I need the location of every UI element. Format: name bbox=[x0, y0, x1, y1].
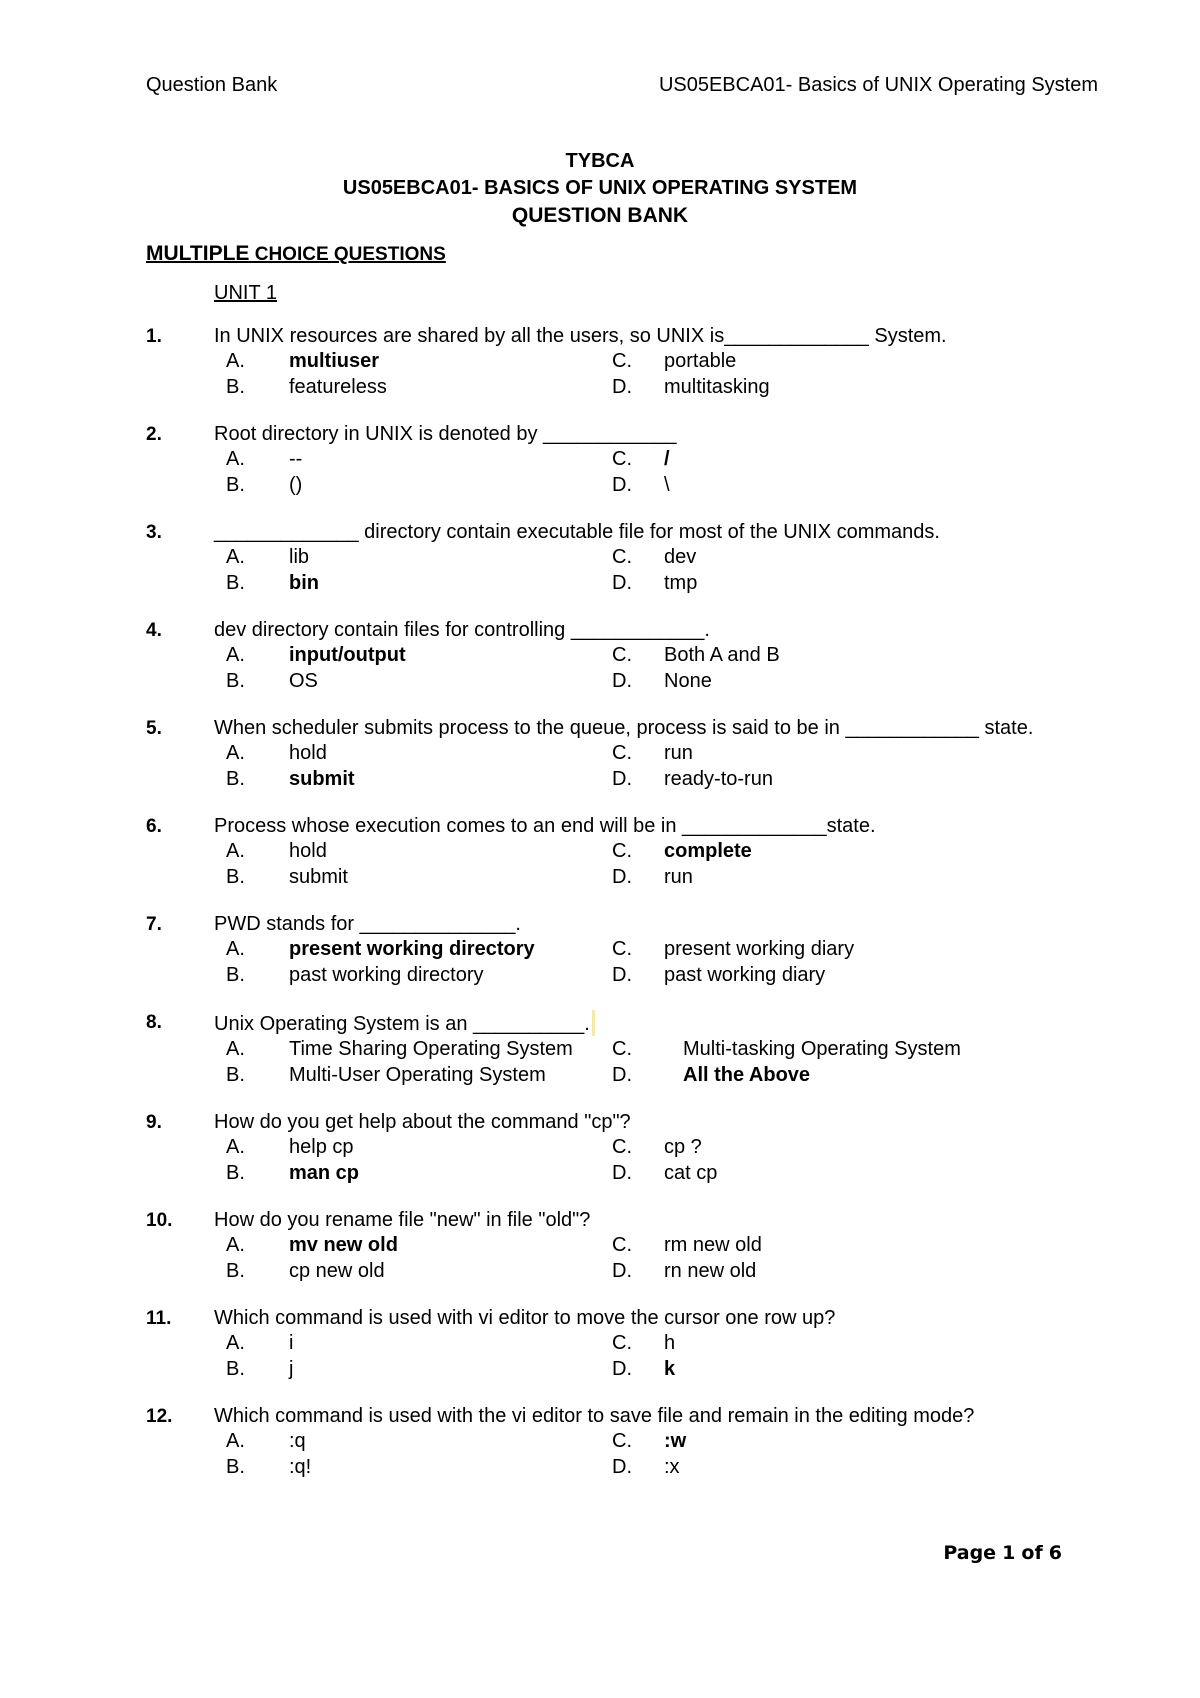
option-grid bbox=[226, 1233, 1062, 1284]
option-text: rm new old bbox=[664, 1234, 762, 1256]
option-letter: D. bbox=[612, 1063, 632, 1086]
unit-heading: UNIT 1 bbox=[214, 282, 277, 304]
option-text: :q! bbox=[289, 1455, 312, 1478]
question-text: When scheduler submits process to the queue, process is said to be in ____________ state. bbox=[214, 717, 1034, 739]
highlight-marker bbox=[592, 1010, 595, 1036]
option-letter: D. bbox=[612, 1455, 632, 1478]
option-text: h bbox=[664, 1332, 676, 1354]
option-letter: A. bbox=[226, 448, 245, 470]
option-letter: A. bbox=[226, 1430, 245, 1452]
option-letter: A. bbox=[226, 938, 245, 960]
option-text: multitasking bbox=[664, 375, 770, 398]
option-text-correct: :w bbox=[664, 1430, 687, 1452]
option-letter: A. bbox=[226, 350, 245, 372]
running-header-left: Question Bank bbox=[146, 74, 278, 96]
question-number: 11. bbox=[146, 1308, 172, 1329]
question-number: 6. bbox=[146, 816, 162, 837]
option-grid bbox=[226, 447, 1062, 498]
option-letter: A. bbox=[226, 1038, 245, 1060]
question-text: In UNIX resources are shared by all the users, so UNIX is_____________ System. bbox=[214, 325, 947, 347]
question-text: Which command is used with the vi editor to save file and remain in the editing mode? bbox=[214, 1405, 975, 1427]
option-letter: D. bbox=[612, 767, 632, 790]
question-number: 10. bbox=[146, 1210, 173, 1231]
question-item bbox=[146, 716, 1062, 792]
question-item bbox=[146, 520, 1062, 596]
option-text-correct: multiuser bbox=[289, 350, 380, 372]
option-letter: B. bbox=[226, 1455, 245, 1478]
footer-page-total: 6 bbox=[1048, 1542, 1062, 1564]
question-number: 3. bbox=[146, 522, 162, 543]
footer-page-number: 1 bbox=[1002, 1542, 1016, 1564]
option-letter: B. bbox=[226, 1161, 245, 1184]
question-text: Unix Operating System is an __________. bbox=[214, 1010, 1062, 1037]
option-grid bbox=[226, 545, 1062, 596]
option-text-correct: man cp bbox=[289, 1161, 360, 1184]
option-letter: D. bbox=[612, 963, 632, 986]
option-text: run bbox=[664, 742, 693, 764]
option-text: :x bbox=[664, 1455, 680, 1478]
option-text-correct: complete bbox=[664, 840, 752, 862]
option-text: None bbox=[664, 669, 712, 692]
question-text: Root directory in UNIX is denoted by ____________ bbox=[214, 423, 677, 445]
option-text: hold bbox=[289, 840, 327, 862]
option-text: cp new old bbox=[289, 1259, 385, 1282]
option-letter: C. bbox=[612, 644, 632, 666]
option-text: portable bbox=[664, 350, 737, 372]
option-letter: D. bbox=[612, 571, 632, 594]
question-text: _____________ directory contain executable file for most of the UNIX commands. bbox=[214, 521, 940, 543]
question-item bbox=[146, 1404, 1062, 1480]
option-grid bbox=[226, 937, 1062, 988]
option-text: run bbox=[664, 865, 693, 888]
question-item bbox=[146, 1010, 1062, 1088]
option-text: j bbox=[289, 1357, 294, 1380]
option-text: help cp bbox=[289, 1136, 354, 1158]
option-text: Multi-tasking Operating System bbox=[683, 1038, 961, 1060]
option-letter: D. bbox=[612, 1259, 632, 1282]
option-letter: A. bbox=[226, 742, 245, 764]
option-text: past working diary bbox=[664, 963, 826, 986]
option-letter: B. bbox=[226, 767, 245, 790]
option-text-correct: bin bbox=[289, 571, 319, 594]
footer-of-word: of bbox=[1021, 1542, 1043, 1564]
option-text: \ bbox=[664, 473, 670, 496]
option-text-correct: submit bbox=[289, 767, 355, 790]
option-grid bbox=[226, 349, 1062, 400]
option-letter: C. bbox=[612, 938, 632, 960]
question-text: PWD stands for ______________. bbox=[214, 913, 521, 935]
option-letter: B. bbox=[226, 1259, 245, 1282]
section-heading bbox=[146, 242, 446, 266]
option-letter: A. bbox=[226, 1234, 245, 1256]
running-header-right: US05EBCA01- Basics of UNIX Operating System bbox=[658, 74, 1098, 96]
option-letter: B. bbox=[226, 571, 245, 594]
option-letter: C. bbox=[612, 840, 632, 862]
option-grid bbox=[226, 1037, 1062, 1088]
option-text: () bbox=[289, 473, 303, 496]
option-letter: D. bbox=[612, 1357, 632, 1380]
option-text-correct: input/output bbox=[289, 644, 406, 666]
question-number: 5. bbox=[146, 718, 162, 739]
option-letter: C. bbox=[612, 1136, 632, 1158]
option-letter: C. bbox=[612, 1332, 632, 1354]
option-text: Both A and B bbox=[664, 644, 780, 666]
question-number: 7. bbox=[146, 914, 162, 935]
option-text: cp ? bbox=[664, 1136, 702, 1158]
option-letter: D. bbox=[612, 669, 632, 692]
title-subject: US05EBCA01- BASICS OF UNIX OPERATING SYSTEM bbox=[342, 177, 858, 199]
option-text: present working diary bbox=[664, 938, 855, 960]
question-item bbox=[146, 912, 1062, 988]
question-item bbox=[146, 618, 1062, 694]
page-footer bbox=[943, 1542, 1062, 1564]
option-letter: C. bbox=[612, 1234, 632, 1256]
option-text: dev bbox=[664, 546, 697, 568]
option-text: :q bbox=[289, 1430, 306, 1452]
question-text: How do you get help about the command "cp"? bbox=[214, 1111, 631, 1133]
section-heading-rest: CHOICE QUESTIONS bbox=[249, 244, 446, 265]
option-letter: B. bbox=[226, 963, 245, 986]
question-number: 8. bbox=[146, 1012, 162, 1033]
option-letter: D. bbox=[612, 375, 632, 398]
title-course: TYBCA bbox=[565, 150, 635, 172]
question-text: How do you rename file "new" in file "old"? bbox=[214, 1209, 591, 1231]
option-text: rn new old bbox=[664, 1259, 757, 1282]
option-letter: A. bbox=[226, 840, 245, 862]
question-number: 12. bbox=[146, 1406, 173, 1427]
option-text-correct: mv new old bbox=[289, 1234, 398, 1256]
option-text: OS bbox=[289, 669, 318, 692]
question-text: dev directory contain files for controlling ____________. bbox=[214, 619, 710, 641]
option-text: tmp bbox=[664, 571, 698, 594]
option-grid bbox=[226, 643, 1062, 694]
option-letter: A. bbox=[226, 644, 245, 666]
title-question-bank: QUESTION BANK bbox=[511, 204, 689, 227]
option-text: hold bbox=[289, 742, 327, 764]
option-grid bbox=[226, 1429, 1062, 1480]
option-letter: B. bbox=[226, 1357, 245, 1380]
option-grid bbox=[226, 839, 1062, 890]
option-text: cat cp bbox=[664, 1161, 718, 1184]
question-item bbox=[146, 1110, 1062, 1186]
option-letter: C. bbox=[612, 1038, 632, 1060]
title-block bbox=[0, 148, 1200, 229]
option-text: featureless bbox=[289, 375, 387, 398]
option-letter: A. bbox=[226, 1332, 245, 1354]
question-list bbox=[146, 324, 1062, 1502]
question-text: Which command is used with vi editor to move the cursor one row up? bbox=[214, 1307, 836, 1329]
question-item bbox=[146, 422, 1062, 498]
option-text: submit bbox=[289, 865, 348, 888]
option-letter: C. bbox=[612, 742, 632, 764]
option-letter: D. bbox=[612, 1161, 632, 1184]
option-text: lib bbox=[289, 546, 310, 568]
option-letter: C. bbox=[612, 448, 632, 470]
question-number: 2. bbox=[146, 424, 162, 445]
option-letter: B. bbox=[226, 375, 245, 398]
option-text: past working directory bbox=[289, 963, 484, 986]
question-item bbox=[146, 1306, 1062, 1382]
question-number: 4. bbox=[146, 620, 162, 641]
option-text-correct: k bbox=[664, 1357, 676, 1380]
question-item bbox=[146, 324, 1062, 400]
option-letter: B. bbox=[226, 473, 245, 496]
option-text: Time Sharing Operating System bbox=[289, 1038, 573, 1060]
option-text-correct: All the Above bbox=[683, 1063, 811, 1086]
option-letter: A. bbox=[226, 1136, 245, 1158]
option-letter: B. bbox=[226, 669, 245, 692]
option-letter: A. bbox=[226, 546, 245, 568]
option-text-correct: / bbox=[664, 448, 670, 470]
option-text: -- bbox=[289, 448, 303, 470]
question-number: 9. bbox=[146, 1112, 162, 1133]
option-letter: B. bbox=[226, 865, 245, 888]
footer-page-word: Page bbox=[943, 1542, 997, 1564]
option-text: Multi-User Operating System bbox=[289, 1063, 546, 1086]
option-text-correct: present working directory bbox=[289, 938, 535, 960]
section-heading-word1: MULTIPLE bbox=[146, 242, 250, 265]
option-letter: B. bbox=[226, 1063, 245, 1086]
question-text: Process whose execution comes to an end will be in _____________state. bbox=[214, 815, 876, 837]
question-item bbox=[146, 1208, 1062, 1284]
option-letter: D. bbox=[612, 865, 632, 888]
option-letter: D. bbox=[612, 473, 632, 496]
option-letter: C. bbox=[612, 546, 632, 568]
question-number: 1. bbox=[146, 326, 162, 347]
option-text: i bbox=[289, 1332, 294, 1354]
option-grid bbox=[226, 741, 1062, 792]
question-item bbox=[146, 814, 1062, 890]
option-grid bbox=[226, 1331, 1062, 1382]
option-letter: C. bbox=[612, 1430, 632, 1452]
option-grid bbox=[226, 1135, 1062, 1186]
option-text: ready-to-run bbox=[664, 767, 773, 790]
option-letter: C. bbox=[612, 350, 632, 372]
